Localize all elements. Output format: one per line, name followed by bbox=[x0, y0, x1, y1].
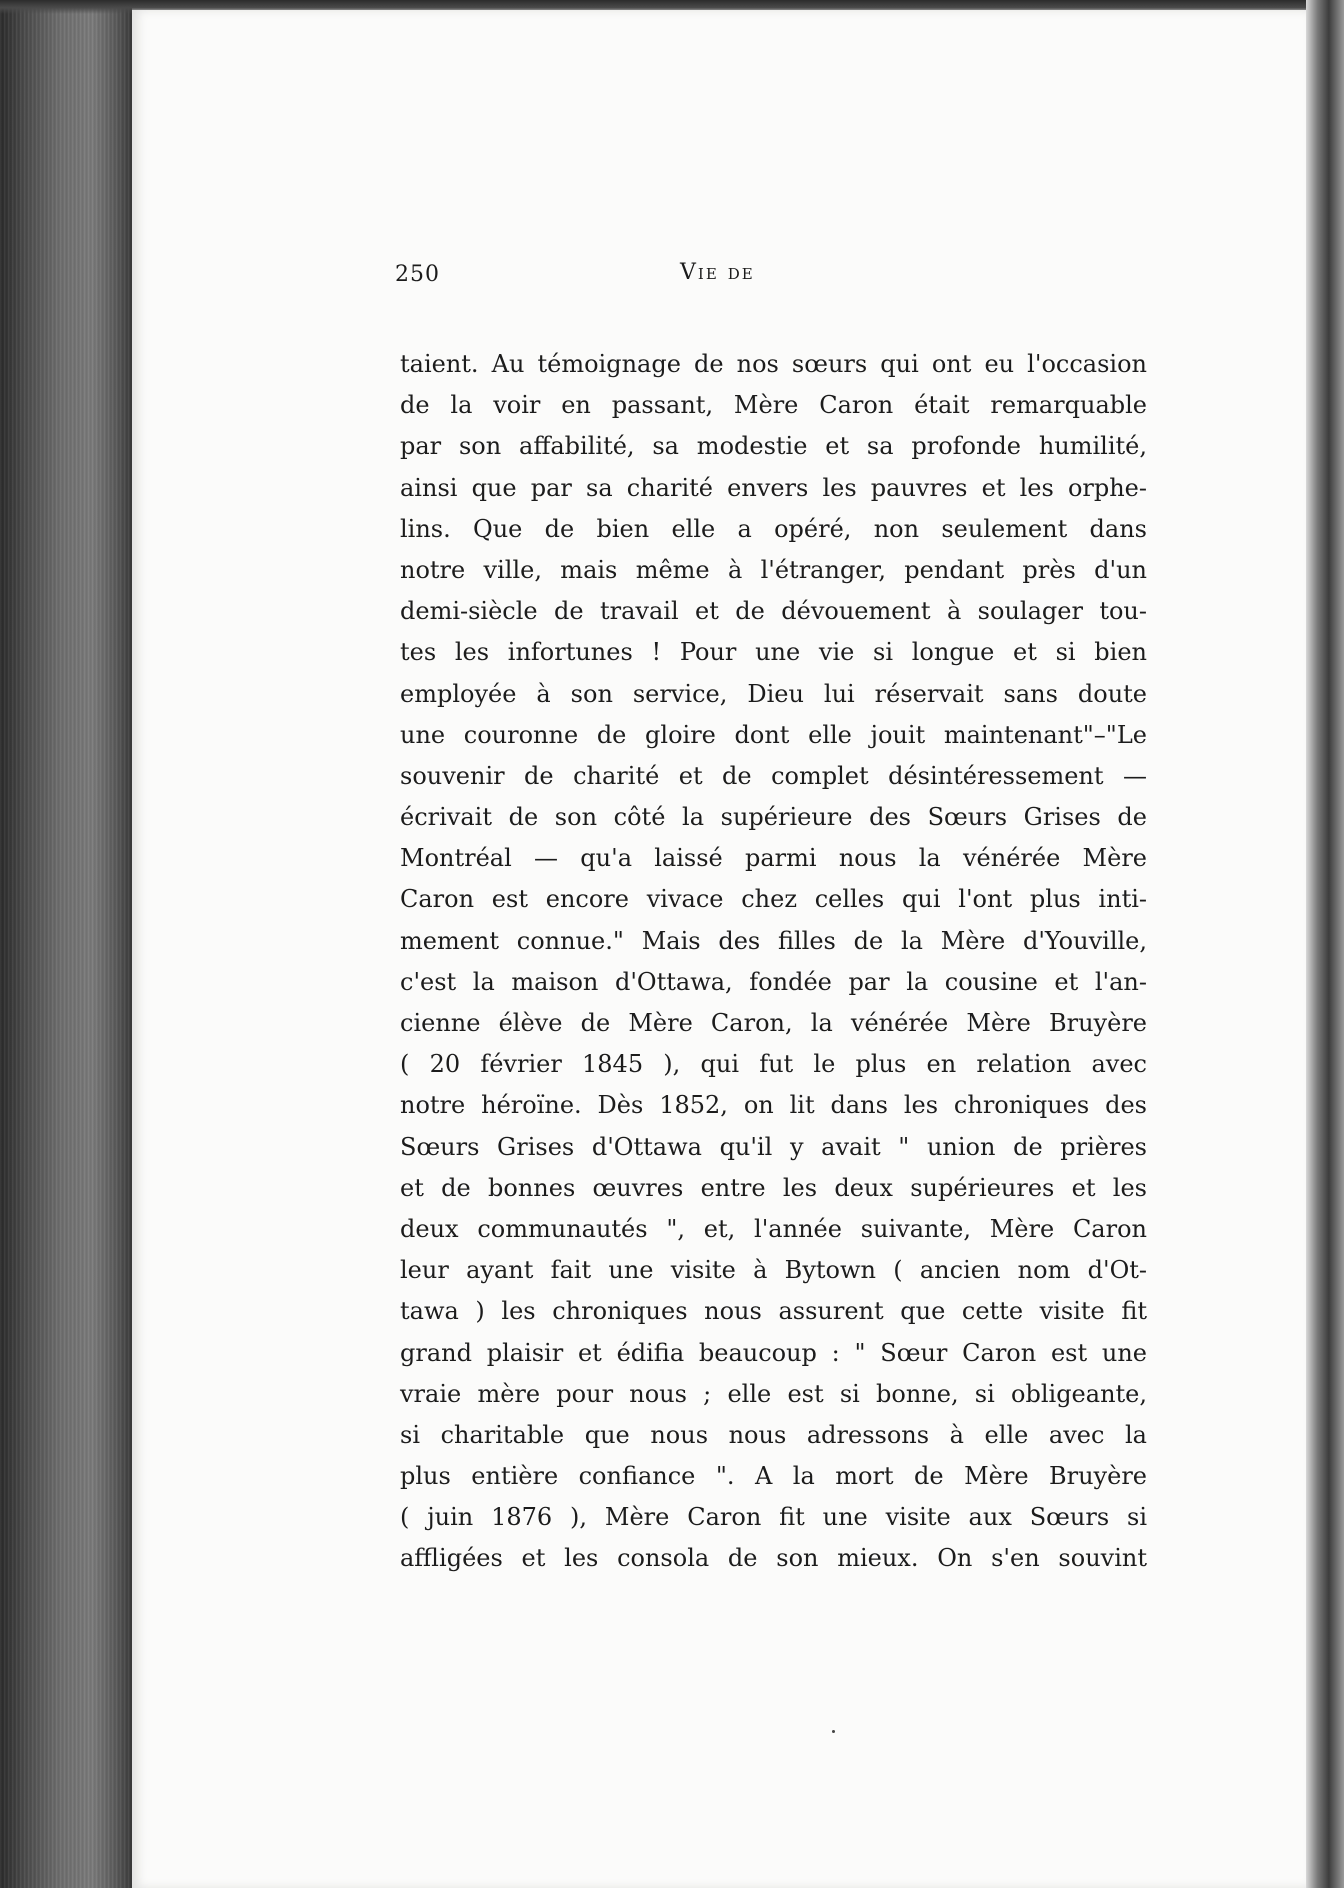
text-line: Montréal — qu'a laissé parmi nous la vénérée Mère bbox=[400, 844, 1147, 873]
text-line: ainsi que par sa charité envers les pauvres et les orphe- bbox=[400, 473, 1147, 502]
text-line: notre héroïne. Dès 1852, on lit dans les chroniques des bbox=[400, 1091, 1147, 1120]
text-line: tes les infortunes ! Pour une vie si longue et si bien bbox=[400, 638, 1147, 667]
text-line: par son affabilité, sa modestie et sa profonde humilité, bbox=[400, 432, 1147, 461]
text-line: une couronne de gloire dont elle jouit maintenant"–"Le bbox=[400, 720, 1147, 749]
page-sheet bbox=[132, 10, 1306, 1888]
text-line: demi-siècle de travail et de dévouement à soulager tou- bbox=[400, 597, 1147, 626]
text-line: leur ayant fait une visite à Bytown ( ancien nom d'Ot- bbox=[400, 1256, 1147, 1285]
text-line: plus entière confiance ". A la mort de Mère Bruyère bbox=[400, 1462, 1147, 1491]
text-line: ( 20 février 1845 ), qui fut le plus en relation avec bbox=[400, 1050, 1147, 1079]
text-line: et de bonnes œuvres entre les deux supérieures et les bbox=[400, 1173, 1147, 1202]
text-line: vraie mère pour nous ; elle est si bonne, si obligeante, bbox=[400, 1379, 1147, 1408]
text-line: ( juin 1876 ), Mère Caron fit une visite aux Sœurs si bbox=[400, 1503, 1147, 1532]
text-line: souvenir de charité et de complet désintéressement — bbox=[400, 761, 1147, 790]
text-line: grand plaisir et édifia beaucoup : " Sœur Caron est une bbox=[400, 1338, 1147, 1367]
text-line: c'est la maison d'Ottawa, fondée par la cousine et l'an- bbox=[400, 967, 1147, 996]
text-line: lins. Que de bien elle a opéré, non seulement dans bbox=[400, 514, 1147, 543]
running-title: Vie de bbox=[680, 260, 755, 285]
text-line: taient. Au témoignage de nos sœurs qui ont eu l'occasion bbox=[400, 350, 1147, 378]
text-line: cienne élève de Mère Caron, la vénérée Mère Bruyère bbox=[400, 1009, 1147, 1037]
text-line: notre ville, mais même à l'étranger, pendant près d'un bbox=[400, 555, 1147, 584]
right-page-edge bbox=[1306, 0, 1344, 1888]
text-line: mement connue." Mais des filles de la Mère d'Youville, bbox=[400, 926, 1147, 955]
text-line: employée à son service, Dieu lui réservait sans doute bbox=[400, 679, 1147, 708]
body-text bbox=[400, 344, 1147, 1580]
print-speck bbox=[832, 1730, 835, 1733]
text-line: Sœurs Grises d'Ottawa qu'il y avait " union de prières bbox=[400, 1132, 1147, 1161]
text-line: si charitable que nous nous adressons à elle avec la bbox=[400, 1420, 1147, 1449]
page-number: 250 bbox=[395, 262, 440, 287]
text-line: Caron est encore vivace chez celles qui l'ont plus inti- bbox=[400, 885, 1147, 914]
text-line: affligées et les consola de son mieux. On s'en souvint bbox=[400, 1544, 1147, 1573]
text-line: deux communautés ", et, l'année suivante, Mère Caron bbox=[400, 1214, 1147, 1243]
text-line: de la voir en passant, Mère Caron était remarquable bbox=[400, 391, 1147, 420]
text-line: tawa ) les chroniques nous assurent que cette visite fit bbox=[400, 1297, 1147, 1326]
running-head bbox=[395, 256, 975, 296]
book-binding-edge bbox=[0, 0, 132, 1888]
text-line: écrivait de son côté la supérieure des Sœurs Grises de bbox=[400, 803, 1147, 832]
